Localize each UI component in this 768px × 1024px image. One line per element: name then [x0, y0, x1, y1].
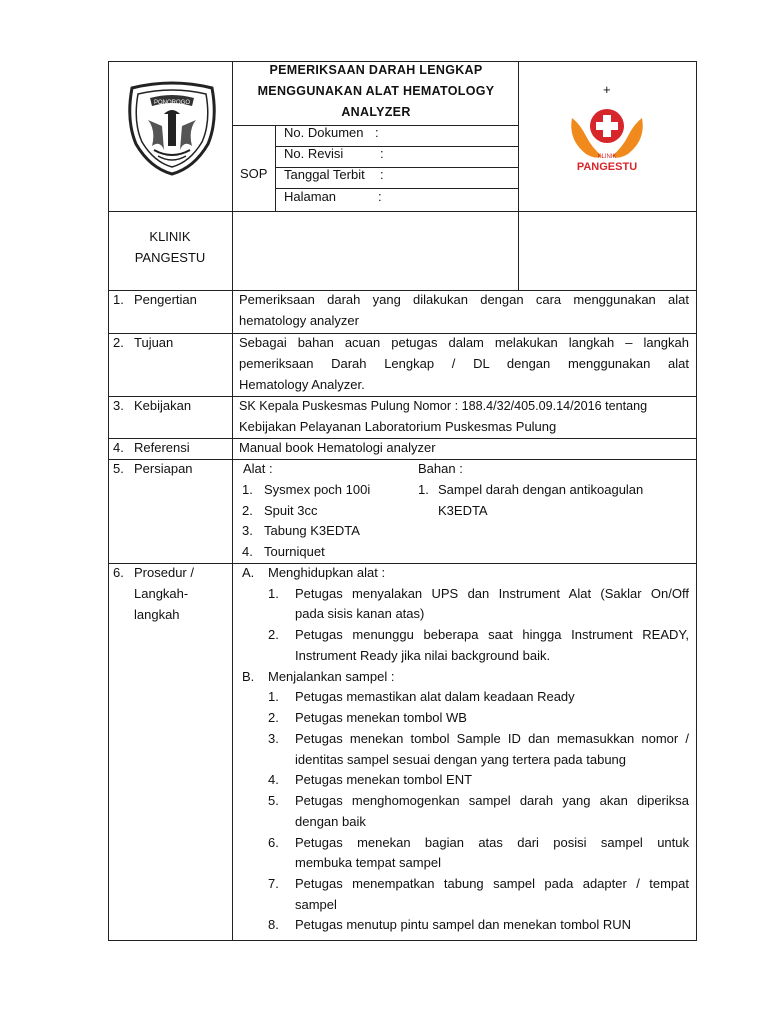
- step-number: 8.: [268, 917, 279, 932]
- alat-item: Tourniquet: [264, 544, 325, 559]
- klinik-pangestu-logo: [562, 100, 652, 180]
- step-line: Petugas menghomogenkan sampel darah yang akan diperiksa: [295, 793, 689, 808]
- header-middle-line: [108, 211, 697, 212]
- row-sep-4: [108, 459, 697, 460]
- step-number: 2.: [268, 627, 279, 642]
- step-line: Petugas menyalakan UPS dan Instrument Alat (Saklar On/Off: [295, 586, 689, 601]
- header-divider-left: [232, 61, 233, 940]
- step-number: 6.: [268, 835, 279, 850]
- step-line: sampel: [295, 897, 337, 912]
- step-number: 4.: [268, 772, 279, 787]
- row-label-prosedur-2: Langkah-: [134, 586, 189, 601]
- doc-field-label-halaman: Halaman: [284, 189, 337, 204]
- title-line-3: ANALYZER: [341, 105, 411, 119]
- step-number: 3.: [268, 731, 279, 746]
- step-line: membuka tempat sampel: [295, 855, 441, 870]
- step-line: Petugas menutup pintu sampel dan menekan tombol RUN: [295, 917, 632, 932]
- doc-field-sep: :: [375, 125, 379, 140]
- row-number: 4.: [113, 440, 124, 455]
- sop-divider: [275, 125, 276, 211]
- kebijakan-line-1: SK Kepala Puskesmas Pulung Nomor : 188.4/32/405.09.14/2016 tentang: [239, 399, 648, 413]
- step-line: Petugas menekan tombol Sample ID dan memasukkan nomor /: [295, 731, 689, 746]
- doc-field-sep: :: [378, 189, 382, 204]
- step-line: Petugas memastikan alat dalam keadaan Ready: [295, 689, 575, 704]
- table-border-bottom: [108, 940, 697, 941]
- step-number: 5.: [268, 793, 279, 808]
- row-label-prosedur-3: langkah: [134, 607, 180, 622]
- row-sep-3: [108, 438, 697, 439]
- logo-klinik-text: KLINIK: [597, 154, 617, 160]
- table-border-right: [696, 61, 697, 941]
- title-line-2: MENGGUNAKAN ALAT HEMATOLOGY: [257, 84, 495, 98]
- alat-number: 1.: [242, 482, 253, 497]
- table-border-left: [108, 61, 109, 941]
- row-label-tujuan: Tujuan: [134, 335, 174, 350]
- doc-field-label-dokumen: No. Dokumen: [284, 125, 364, 140]
- section-title: Menjalankan sampel :: [268, 669, 395, 684]
- row-label-pengertian: Pengertian: [134, 292, 197, 307]
- plus-mark: +: [603, 82, 611, 97]
- alat-number: 4.: [242, 544, 253, 559]
- sop-label: SOP: [240, 166, 268, 181]
- section-letter: A.: [242, 565, 255, 580]
- doc-field-label-tanggal: Tanggal Terbit: [284, 167, 365, 182]
- step-number: 7.: [268, 876, 279, 891]
- referensi-text: Manual book Hematologi analyzer: [239, 440, 436, 455]
- ponorogo-emblem: [126, 80, 218, 176]
- step-line: Petugas menekan bagian atas dari posisi sampel untuk: [295, 835, 689, 850]
- row-number: 5.: [113, 461, 124, 476]
- title-line-1: PEMERIKSAAN DARAH LENGKAP: [269, 63, 483, 77]
- alat-item: Spuit 3cc: [264, 503, 318, 518]
- doc-field-label-revisi: No. Revisi: [284, 146, 344, 161]
- step-line: identitas sampel sesuai dengan yang tertera pada tabung: [295, 752, 627, 767]
- alat-number: 2.: [242, 503, 253, 518]
- row-number: 1.: [113, 292, 124, 307]
- header-bottom-line: [108, 290, 697, 291]
- tujuan-line-2: pemeriksaan Darah Lengkap / DL dengan menggunakan alat: [239, 356, 689, 371]
- step-line: Instrument Ready jika nilai background baik.: [295, 648, 551, 663]
- emblem-text: PONOROGO: [153, 100, 191, 106]
- row-sep-1: [108, 333, 697, 334]
- row-number: 3.: [113, 398, 124, 413]
- step-line: Petugas menunggu beberapa saat hingga Instrument READY,: [295, 627, 689, 642]
- tujuan-line-1: Sebagai bahan acuan petugas dalam melakukan langkah – langkah: [239, 335, 689, 350]
- alat-item: Sysmex poch 100i: [264, 482, 371, 497]
- step-number: 2.: [268, 710, 279, 725]
- step-line: pada sisis kanan atas): [295, 606, 425, 621]
- bahan-number: 1.: [418, 482, 429, 497]
- row-sep-2: [108, 396, 697, 397]
- step-line: Petugas menempatkan tabung sampel pada adapter / tempat: [295, 876, 689, 891]
- step-number: 1.: [268, 586, 279, 601]
- doc-field-sep: :: [380, 167, 384, 182]
- alat-label: Alat :: [243, 461, 273, 476]
- kebijakan-line-2: Kebijakan Pelayanan Laboratorium Puskesmas Pulung: [239, 419, 557, 434]
- row-sep-5: [108, 563, 697, 564]
- row-label-prosedur-1: Prosedur /: [134, 565, 194, 580]
- clinic-name-line-2: PANGESTU: [134, 250, 206, 265]
- section-letter: B.: [242, 669, 255, 684]
- bahan-line-1: Sampel darah dengan antikoagulan: [438, 482, 644, 497]
- step-number: 1.: [268, 689, 279, 704]
- step-line: dengan baik: [295, 814, 366, 829]
- pengertian-line-1: Pemeriksaan darah yang dilakukan dengan cara menggunakan alat: [239, 292, 689, 307]
- row-number: 2.: [113, 335, 124, 350]
- step-line: Petugas menekan tombol ENT: [295, 772, 473, 787]
- tujuan-line-3: Hematology Analyzer.: [239, 377, 365, 392]
- alat-number: 3.: [242, 523, 253, 538]
- logo-pangestu-text: PANGESTU: [576, 161, 638, 173]
- alat-item: Tabung K3EDTA: [264, 523, 360, 538]
- document-title: [233, 60, 519, 123]
- step-line: Petugas menekan tombol WB: [295, 710, 467, 725]
- bahan-label: Bahan :: [418, 461, 463, 476]
- row-label-referensi: Referensi: [134, 440, 190, 455]
- row-label-persiapan: Persiapan: [134, 461, 193, 476]
- clinic-name-line-1: KLINIK: [149, 229, 191, 244]
- pengertian-line-2: hematology analyzer: [239, 313, 359, 328]
- doc-field-sep: :: [380, 146, 384, 161]
- row-number: 6.: [113, 565, 124, 580]
- bahan-line-2: K3EDTA: [438, 503, 488, 518]
- section-title: Menghidupkan alat :: [268, 565, 386, 580]
- row-label-kebijakan: Kebijakan: [134, 398, 192, 413]
